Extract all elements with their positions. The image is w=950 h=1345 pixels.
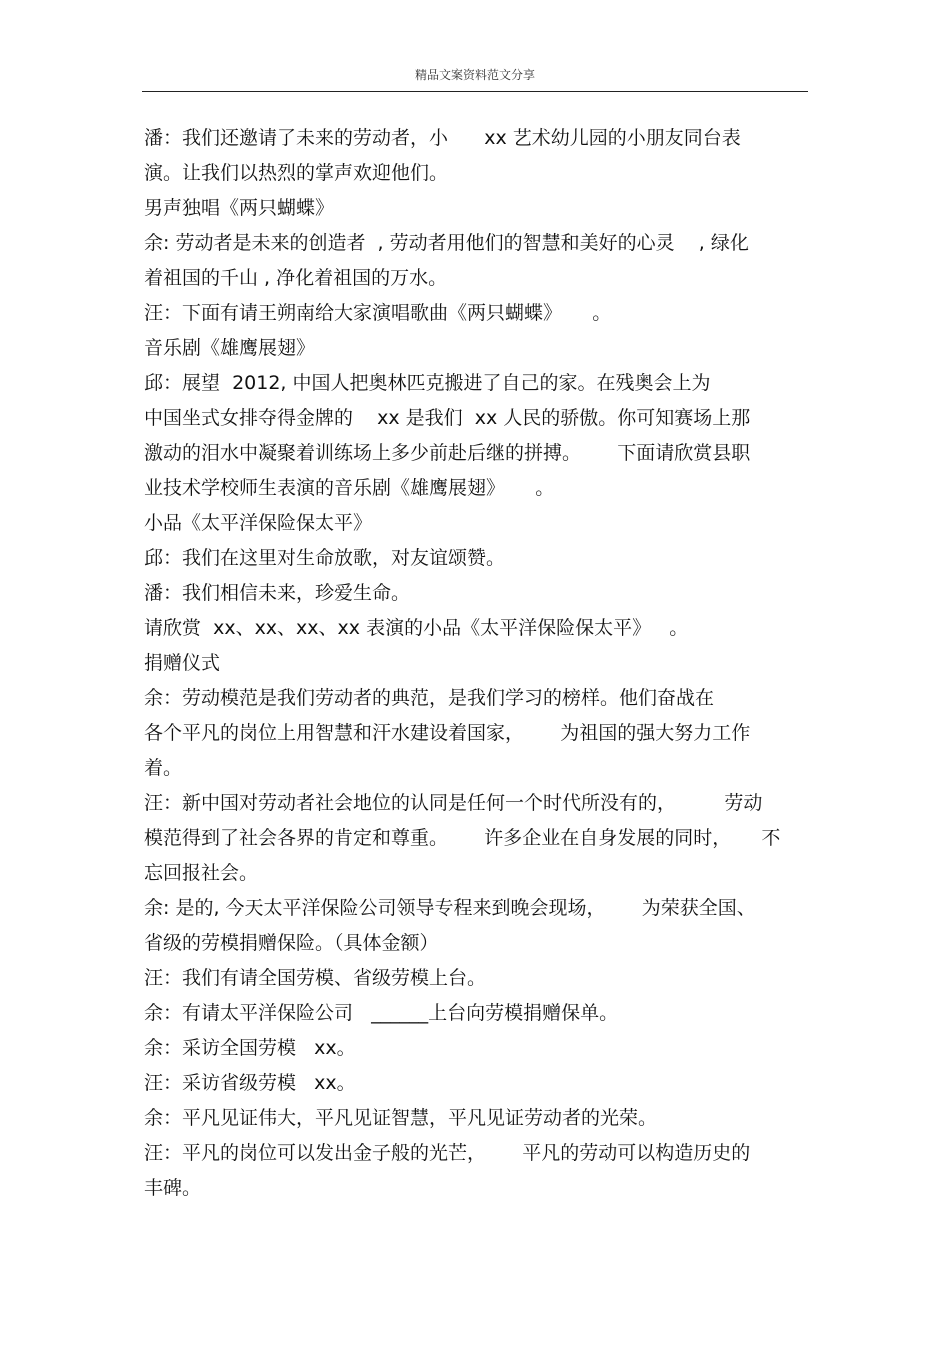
text-line: 演。让我们以热烈的掌声欢迎他们。 <box>144 162 449 184</box>
page-header: 精品文案资料范文分享 <box>414 68 535 82</box>
text-line: 着祖国的千山 , 净化着祖国的万水。 <box>144 267 448 289</box>
text-line: 激动的泪水中凝聚着训练场上多少前赴后继的拼搏。 下面请欣赏县职 <box>144 442 751 464</box>
text-line: 忘回报社会。 <box>144 862 259 884</box>
text-line: 潘：我们还邀请了未来的劳动者，小 xx 艺术幼儿园的小朋友同台表 <box>144 127 741 149</box>
section-heading: 男声独唱《两只蝴蝶》 <box>144 197 335 219</box>
text-line: 省级的劳模捐赠保险。（具体金额） <box>144 932 439 954</box>
text-line: 汪：平凡的岗位可以发出金子般的光芒， 平凡的劳动可以构造历史的 <box>144 1142 751 1164</box>
text-line: 模范得到了社会各界的肯定和尊重。 许多企业在自身发展的同时， 不 <box>144 827 781 849</box>
text-line: 余: 是的, 今天太平洋保险公司领导专程来到晚会现场， 为荣获全国、 <box>144 897 756 919</box>
text-line: 业技术学校师生表演的音乐剧《雄鹰展翅》 。 <box>144 477 555 499</box>
text-line: 余: 劳动者是未来的创造者 , 劳动者用他们的智慧和美好的心灵 , 绿化 <box>144 232 749 254</box>
text-line: 各个平凡的岗位上用智慧和汗水建设着国家， 为祖国的强大努力工作 <box>144 722 751 744</box>
text-line: 余：采访全国劳模 xx。 <box>144 1037 356 1059</box>
section-heading: 音乐剧《雄鹰展翅》 <box>144 337 316 359</box>
text-line: 邱：我们在这里对生命放歌，对友谊颂赞。 <box>144 547 506 569</box>
document-body <box>144 121 808 1206</box>
text-line: 中国坐式女排夺得金牌的 xx 是我们 xx 人民的骄傲。你可知赛场上那 <box>144 407 751 429</box>
text-line: 余：劳动模范是我们劳动者的典范，是我们学习的榜样。他们奋战在 <box>144 687 715 709</box>
text-line: 汪：我们有请全国劳模、省级劳模上台。 <box>144 967 487 989</box>
section-heading: 小品《太平洋保险保太平》 <box>144 512 373 534</box>
text-line: 汪：采访省级劳模 xx。 <box>144 1072 356 1094</box>
header-divider <box>142 91 808 92</box>
text-line: 余：平凡见证伟大，平凡见证智慧，平凡见证劳动者的光荣。 <box>144 1107 658 1129</box>
text-line: 潘：我们相信未来，珍爱生命。 <box>144 582 411 604</box>
text-line: 着。 <box>144 757 183 779</box>
section-heading: 捐赠仪式 <box>144 652 221 674</box>
text-line: 邱：展望 2012, 中国人把奥林匹克搬进了自己的家。在残奥会上为 <box>144 372 711 394</box>
text-line: 汪：新中国对劳动者社会地位的认同是任何一个时代所没有的， 劳动 <box>144 792 763 814</box>
text-line: 余：有请太平洋保险公司 ______上台向劳模捐赠保单。 <box>144 1002 619 1024</box>
text-line: 汪：下面有请王朔南给大家演唱歌曲《两只蝴蝶》 。 <box>144 302 612 324</box>
text-line: 请欣赏 xx、xx、xx、xx 表演的小品《太平洋保险保太平》 。 <box>144 617 689 639</box>
text-line: 丰碑。 <box>144 1177 202 1199</box>
